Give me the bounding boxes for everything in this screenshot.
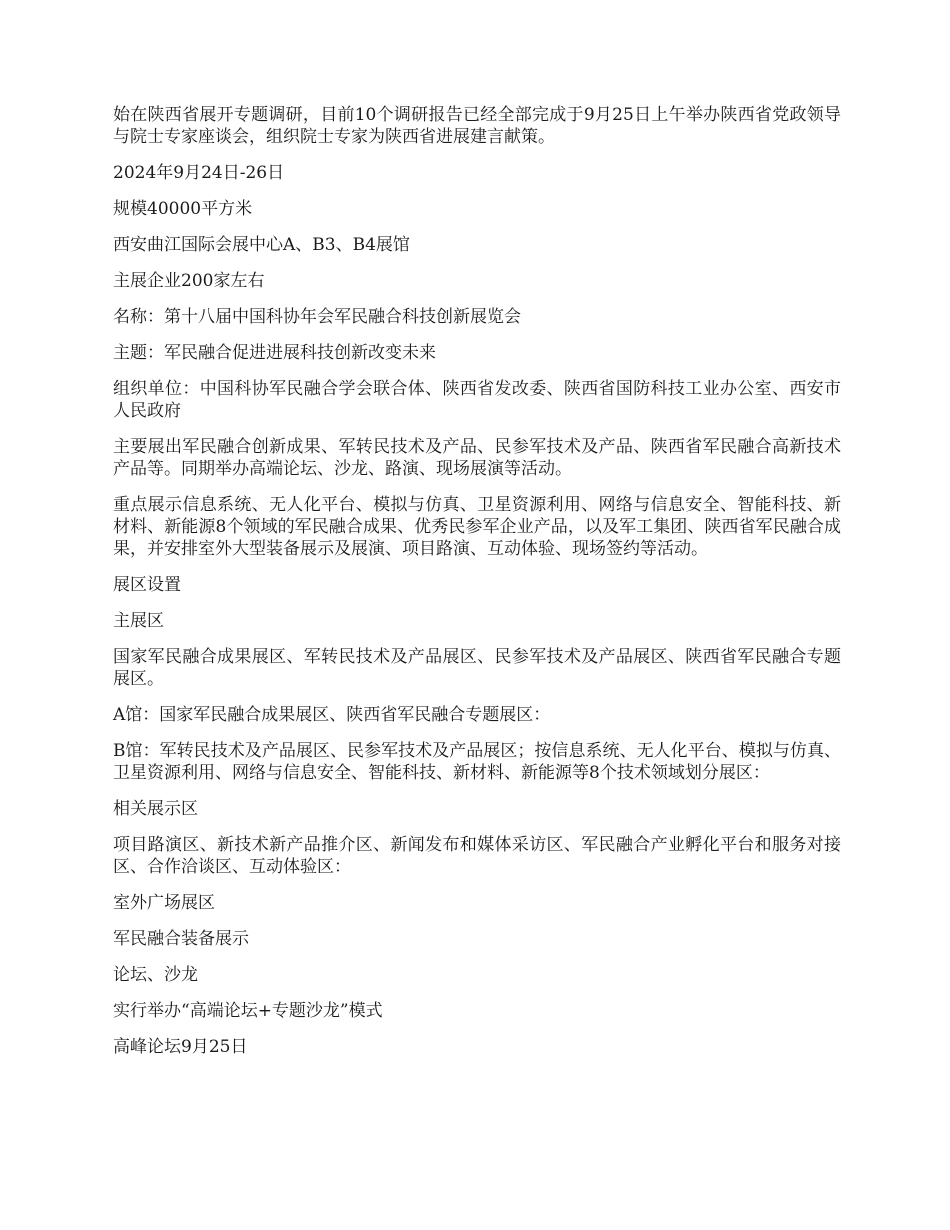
paragraph-main-exhibits: 主要展出军民融合创新成果、军转民技术及产品、民参军技术及产品、陕西省军民融合高新技术产品等。同期举办高端论坛、沙龙、路演、现场展演等活动。 [113, 437, 841, 479]
paragraph-outdoor-zone: 室外广场展区 [113, 893, 215, 913]
paragraph-main-zone: 主展区 [113, 611, 164, 631]
paragraph-scale: 规模40000平方米 [113, 199, 253, 219]
paragraph-exhibitors: 主展企业200家左右 [113, 271, 265, 291]
paragraph-forum-salon: 论坛、沙龙 [113, 965, 198, 985]
paragraph-hall-b: B馆：军转民技术及产品展区、民参军技术及产品展区；按信息系统、无人化平台、模拟与仿真、卫星资源利用、网络与信息安全、智能科技、新材料、新能源等8个技术领域划分展区： [113, 741, 841, 783]
paragraph-theme: 主题：军民融合促进进展科技创新改变未来 [113, 343, 436, 363]
paragraph-date: 2024年9月24日-26日 [113, 163, 285, 183]
paragraph-equipment-display: 军民融合装备展示 [113, 929, 249, 949]
paragraph-related-zone-list: 项目路演区、新技术新产品推介区、新闻发布和媒体采访区、军民融合产业孵化平台和服务对接区、合作洽谈区、互动体验区： [113, 835, 841, 877]
paragraph-venue: 西安曲江国际会展中心A、B3、B4展馆 [113, 235, 410, 255]
paragraph-forum-mode: 实行举办“高端论坛+专题沙龙”模式 [113, 1001, 383, 1021]
paragraph-organizers: 组织单位：中国科协军民融合学会联合体、陕西省发改委、陕西省国防科技工业办公室、西安市人民政府 [113, 379, 841, 421]
paragraph-hall-a: A馆：国家军民融合成果展区、陕西省军民融合专题展区： [113, 705, 551, 725]
paragraph-zone-list: 国家军民融合成果展区、军转民技术及产品展区、民参军技术及产品展区、陕西省军民融合专题展区。 [113, 647, 841, 689]
paragraph-summit-date: 高峰论坛9月25日 [113, 1037, 248, 1057]
paragraph-key-exhibits: 重点展示信息系统、无人化平台、模拟与仿真、卫星资源利用、网络与信息安全、智能科技、新材料、新能源8个领域的军民融合成果、优秀民参军企业产品，以及军工集团、陕西省军民融合成果，并安排室外大型装备展示及展演、项目路演、互动体验、现场签约等活动。 [113, 495, 841, 559]
paragraph-intro: 始在陕西省展开专题调研，目前10个调研报告已经全部完成于9月25日上午举办陕西省党政领导与院士专家座谈会，组织院士专家为陕西省进展建言献策。 [113, 105, 841, 147]
document-page [113, 104, 841, 1072]
paragraph-name: 名称：第十八届中国科协年会军民融合科技创新展览会 [113, 307, 521, 327]
paragraph-zone-setup: 展区设置 [113, 575, 181, 595]
paragraph-related-zone: 相关展示区 [113, 799, 198, 819]
